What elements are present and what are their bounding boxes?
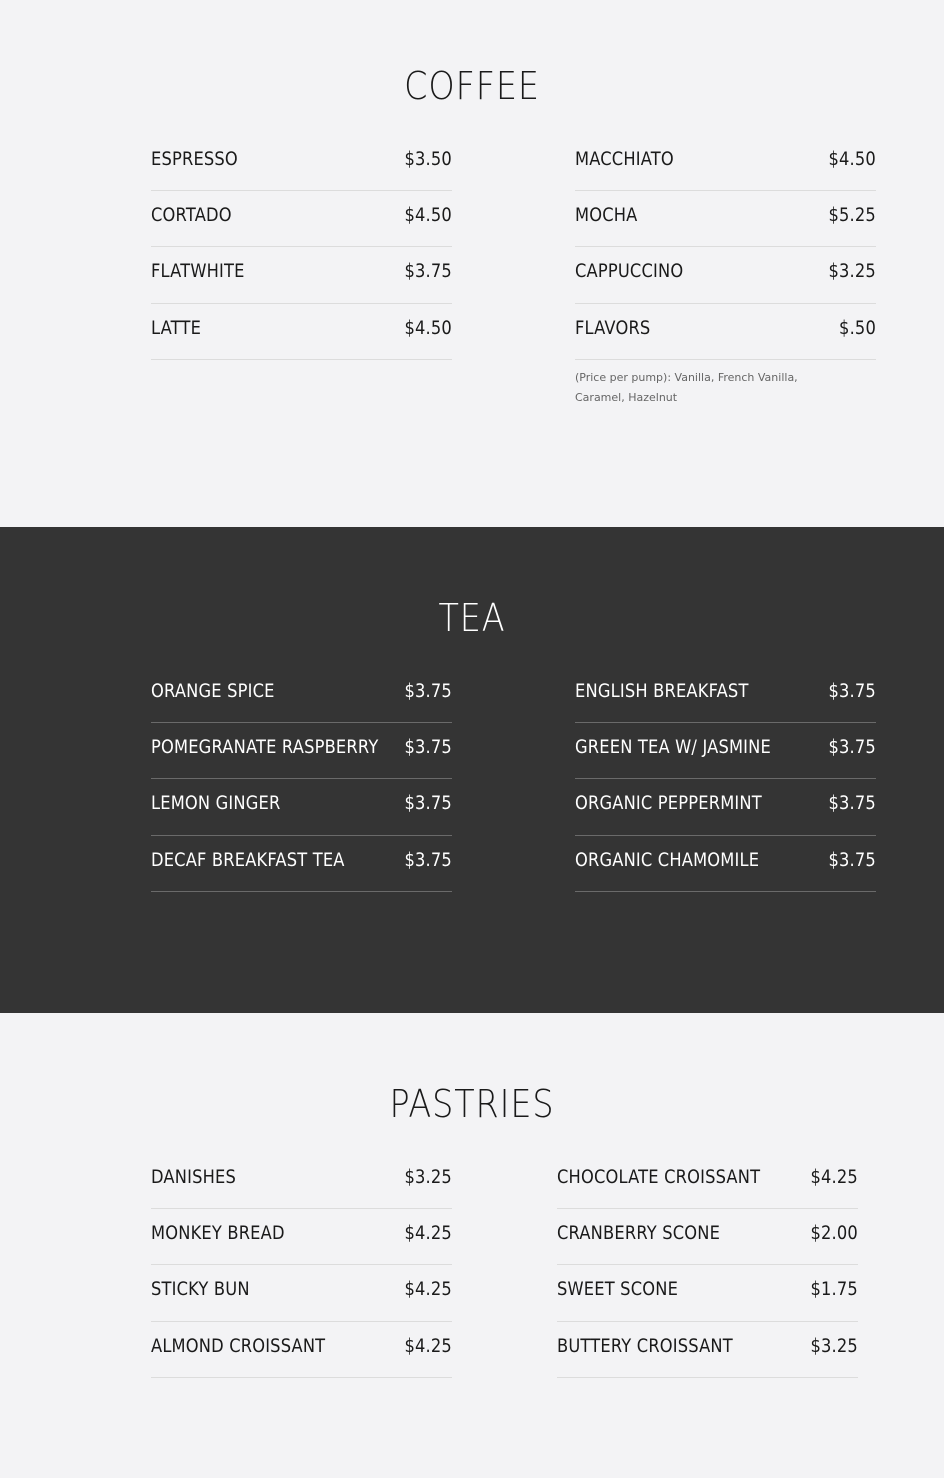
item-name: ORANGE SPICE — [151, 681, 275, 702]
item-name: CORTADO — [151, 205, 232, 226]
item-price: $3.75 — [404, 737, 452, 758]
item-price: $4.50 — [404, 317, 452, 339]
item-name: SWEET SCONE — [557, 1279, 679, 1301]
item-name: ORGANIC PEPPERMINT — [575, 793, 762, 815]
menu-item — [575, 676, 876, 723]
item-name: CHOCOLATE CROISSANT — [557, 1167, 761, 1188]
menu-item — [557, 1162, 858, 1209]
item-name: ENGLISH BREAKFAST — [575, 681, 749, 702]
item-price: $4.50 — [404, 205, 452, 226]
item-price: $3.75 — [404, 849, 452, 871]
coffee-title: COFFEE — [404, 64, 540, 108]
item-price: $3.75 — [828, 849, 876, 871]
item-price: $3.75 — [828, 681, 876, 702]
item-name: FLATWHITE — [151, 261, 245, 283]
item-price: $1.75 — [810, 1279, 858, 1301]
pastries-right-column — [557, 1162, 858, 1378]
item-price: $3.25 — [828, 261, 876, 283]
menu-item — [557, 1322, 858, 1378]
menu-item — [575, 144, 876, 191]
menu-item — [575, 723, 876, 779]
item-name: ESPRESSO — [151, 149, 238, 170]
item-price: $4.50 — [828, 149, 876, 170]
coffee-left-column — [151, 144, 452, 360]
item-name: DECAF BREAKFAST TEA — [151, 849, 345, 871]
item-name: POMEGRANATE RASPBERRY — [151, 737, 379, 758]
pastries-section — [0, 1013, 944, 1478]
menu-item — [151, 1162, 452, 1209]
item-price: $3.25 — [404, 1167, 452, 1188]
menu-item — [575, 191, 876, 247]
menu-item — [575, 836, 876, 892]
item-price: $3.75 — [828, 793, 876, 815]
item-price: $4.25 — [404, 1335, 452, 1357]
item-price: $3.75 — [404, 793, 452, 815]
menu-item — [151, 304, 452, 360]
menu-item — [151, 191, 452, 247]
menu-item — [151, 836, 452, 892]
coffee-right-column — [575, 144, 876, 408]
item-name: ALMOND CROISSANT — [151, 1335, 326, 1357]
menu-item — [151, 676, 452, 723]
menu-item — [151, 1265, 452, 1321]
tea-title: TEA — [438, 596, 506, 640]
menu-item — [575, 304, 876, 360]
item-price: $.50 — [839, 317, 876, 339]
item-price: $3.75 — [404, 261, 452, 283]
item-price: $3.75 — [828, 737, 876, 758]
item-price: $2.00 — [810, 1223, 858, 1244]
menu-item — [151, 779, 452, 835]
item-name: MOCHA — [575, 205, 638, 226]
item-price: $5.25 — [828, 205, 876, 226]
menu-item — [151, 1322, 452, 1378]
item-price: $4.25 — [810, 1167, 858, 1188]
tea-left-column — [151, 676, 452, 892]
tea-section — [0, 527, 944, 1013]
item-price: $4.25 — [404, 1223, 452, 1244]
item-price: $3.25 — [810, 1335, 858, 1357]
item-name: DANISHES — [151, 1167, 236, 1188]
menu-item — [151, 247, 452, 303]
menu-item — [575, 779, 876, 835]
item-name: STICKY BUN — [151, 1279, 250, 1301]
item-name: MONKEY BREAD — [151, 1223, 285, 1244]
item-name: LEMON GINGER — [151, 793, 281, 815]
tea-right-column — [575, 676, 876, 892]
pastries-left-column — [151, 1162, 452, 1378]
item-price: $3.75 — [404, 681, 452, 702]
item-name: CAPPUCCINO — [575, 261, 684, 283]
menu-item — [151, 723, 452, 779]
menu-item — [575, 247, 876, 303]
item-price: $4.25 — [404, 1279, 452, 1301]
coffee-section — [0, 0, 944, 527]
item-name: LATTE — [151, 317, 202, 339]
menu-item — [151, 144, 452, 191]
item-name: GREEN TEA W/ JASMINE — [575, 737, 771, 758]
item-name: FLAVORS — [575, 317, 651, 339]
item-name: MACCHIATO — [575, 149, 674, 170]
pastries-title: PASTRIES — [389, 1082, 555, 1126]
menu-item — [557, 1265, 858, 1321]
item-name: ORGANIC CHAMOMILE — [575, 849, 760, 871]
menu-item — [151, 1209, 452, 1265]
menu-item — [557, 1209, 858, 1265]
item-price: $3.50 — [404, 149, 452, 170]
item-name: BUTTERY CROISSANT — [557, 1335, 733, 1357]
flavors-note: (Price per pump): Vanilla, French Vanilla, Caramel, Hazelnut — [575, 370, 798, 404]
item-name: CRANBERRY SCONE — [557, 1223, 721, 1244]
